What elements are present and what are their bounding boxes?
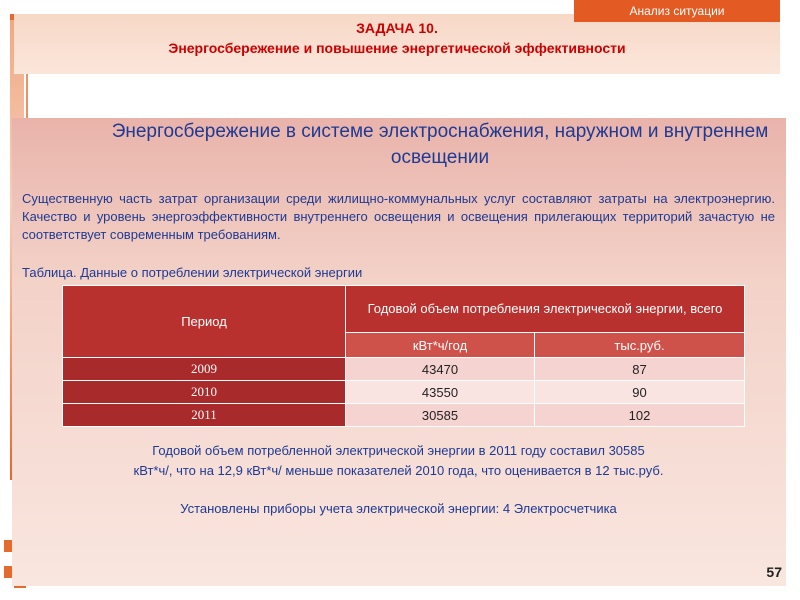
summary-line-2: кВт*ч/, что на 12,9 кВт*ч/ меньше показателей 2010 года, что оценивается в 12 тыс.руб. (133, 463, 664, 478)
cell-period: 2010 (63, 381, 346, 404)
energy-consumption-table (62, 285, 745, 427)
task-title: ЗАДАЧА 10. (356, 20, 438, 36)
summary-line-1: Годовой объем потребленной электрической энергии в 2011 году составил 30585 (152, 443, 645, 458)
cell-period: 2011 (63, 404, 346, 427)
table-row (63, 358, 745, 381)
cell-rub: 90 (535, 381, 745, 404)
cell-kwh: 30585 (346, 404, 535, 427)
intro-paragraph: Существенную часть затрат организации среди жилищно-коммунальных услуг составляют затраты на электроэнергию. Качество и уровень энергоэффективности внутреннего освещения и освещения прилегающих территорий зачастую не соответствует современным требованиям. (22, 191, 775, 242)
section-heading: Энергосбережение в системе электроснабжения, наружном и внутреннем освещении (111, 121, 769, 168)
metering-devices-note: Установлены приборы учета электрической энергии: 4 Электросчетчика (180, 501, 617, 516)
summary-paragraph (22, 441, 775, 481)
header-period: Период (63, 286, 346, 358)
cell-period: 2009 (63, 358, 346, 381)
table-row (63, 404, 745, 427)
header-annual-consumption: Годовой объем потребления электрической энергии, всего (346, 286, 745, 333)
cell-kwh: 43550 (346, 381, 535, 404)
analysis-tab-label: Анализ ситуации (629, 4, 725, 18)
header-rub: тыс.руб. (535, 333, 745, 358)
table-header-row (63, 286, 745, 333)
cell-kwh: 43470 (346, 358, 535, 381)
table-caption: Таблица. Данные о потреблении электрической энергии (22, 265, 363, 280)
table-row (63, 381, 745, 404)
header-kwh: кВт*ч/год (346, 333, 535, 358)
cell-rub: 102 (535, 404, 745, 427)
task-subtitle: Энергосбережение и повышение энергетической эффективности (168, 40, 626, 56)
cell-rub: 87 (535, 358, 745, 381)
page-number: 57 (766, 564, 782, 580)
